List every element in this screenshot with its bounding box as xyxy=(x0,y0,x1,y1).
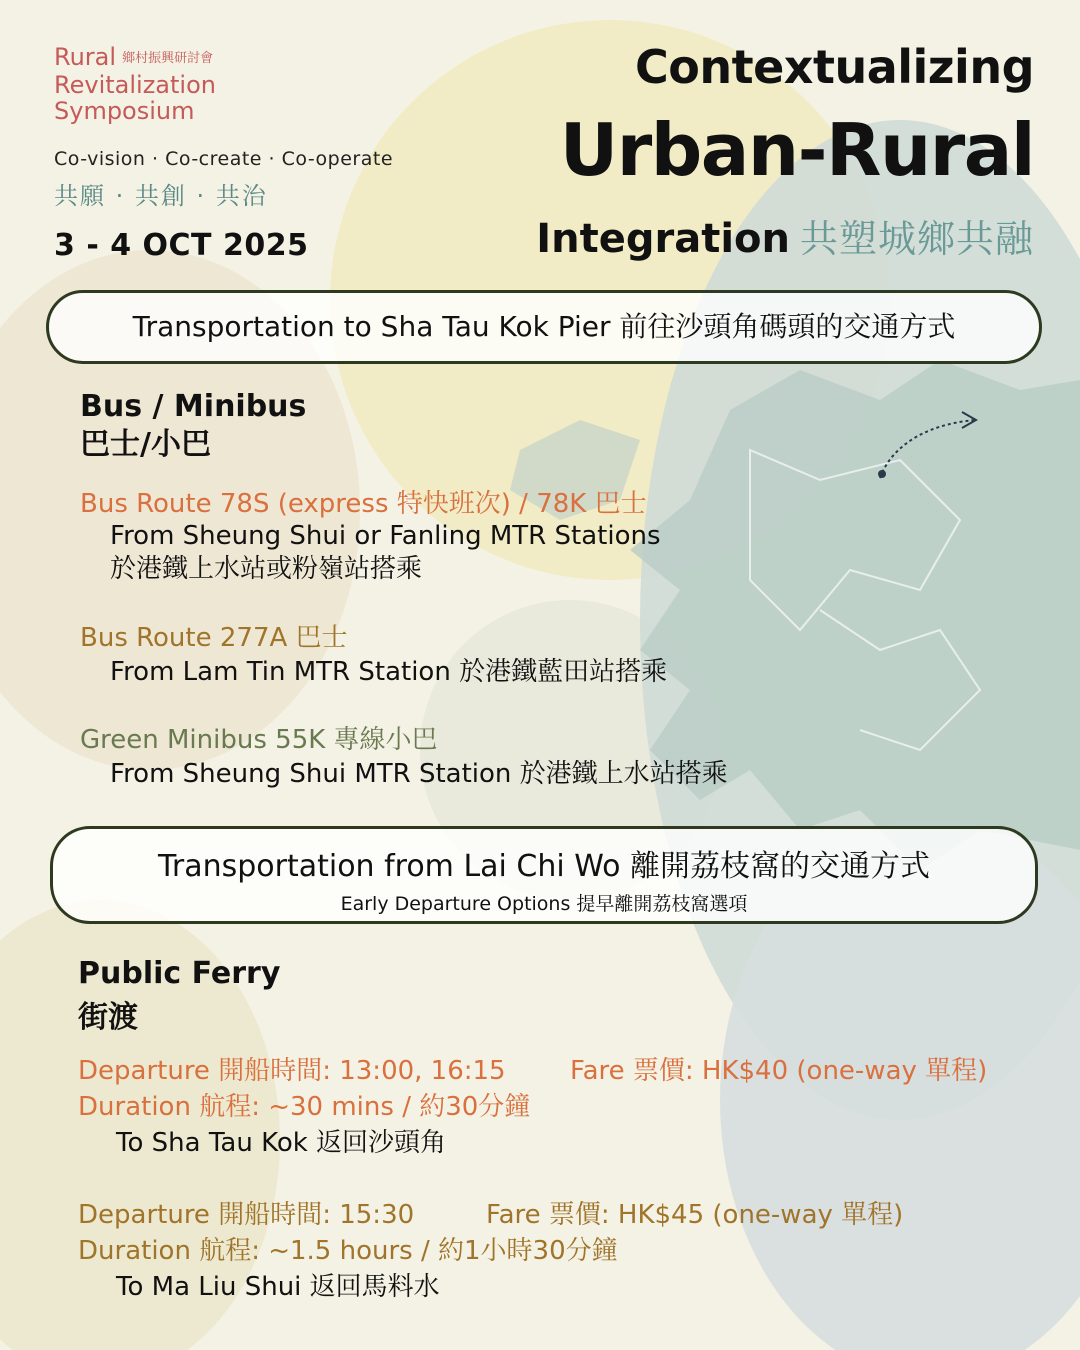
ferry-fare: Fare 票價: HK$40 (one-way 單程) xyxy=(570,1056,988,1086)
title-line3 xyxy=(536,208,1034,263)
route-title: Bus Route 277A 巴士 xyxy=(80,623,348,653)
map-illustration xyxy=(500,330,1080,890)
ferry-duration: Duration 航程: ~30 mins / 約30分鐘 xyxy=(78,1092,531,1122)
ferry-duration: Duration 航程: ~1.5 hours / 約1小時30分鐘 xyxy=(78,1236,618,1266)
bus-section-en: Bus / Minibus xyxy=(80,389,307,424)
ferry-destination: To Sha Tau Kok 返回沙頭角 xyxy=(116,1128,447,1158)
title-line1: Contextualizing xyxy=(635,40,1034,94)
ferry-departure: Departure 開船時間: 15:30 xyxy=(78,1200,415,1230)
route-from-cn: 於港鐵上水站或粉嶺站搭乘 xyxy=(110,554,423,584)
route-from: From Sheung Shui MTR Station 於港鐵上水站搭乘 xyxy=(110,759,728,789)
ferry-section-en: Public Ferry xyxy=(78,956,281,991)
event-date: 3 - 4 OCT 2025 xyxy=(54,228,309,263)
brand-line2: Revitalization xyxy=(54,71,216,99)
from-laichiwo-heading xyxy=(50,826,1038,924)
route-from: From Lam Tin MTR Station 於港鐵藍田站搭乘 xyxy=(110,657,668,687)
bus-section-title xyxy=(80,388,306,464)
brand-line1: Rural xyxy=(54,43,117,71)
title-line3-cn: 共塑城鄉共融 xyxy=(799,217,1034,261)
to-pier-heading: Transportation to Sha Tau Kok Pier 前往沙頭角碼頭的交通方式 xyxy=(46,290,1042,364)
brand-line1-cn: 鄉村振興研討會 xyxy=(122,51,214,66)
from-laichiwo-subtitle: Early Departure Options 提早離開荔枝窩選項 xyxy=(340,893,748,915)
route-title: Green Minibus 55K 專線小巴 xyxy=(80,725,438,755)
motto-cn: 共願 · 共創 · 共治 xyxy=(54,182,268,210)
bus-section-cn: 巴士/小巴 xyxy=(80,427,211,462)
title-line2: Urban-Rural xyxy=(559,108,1034,192)
ferry-section-title xyxy=(78,955,280,1037)
ferry-fare: Fare 票價: HK$45 (one-way 單程) xyxy=(486,1200,904,1230)
from-laichiwo-title: Transportation from Lai Chi Wo 離開荔枝窩的交通方式 xyxy=(157,849,931,884)
route-title: Bus Route 78S (express 特快班次) / 78K 巴士 xyxy=(80,489,647,519)
ferry-section-cn: 街渡 xyxy=(78,1000,138,1035)
ferry-destination: To Ma Liu Shui 返回馬料水 xyxy=(116,1272,440,1302)
brand-line3: Symposium xyxy=(54,97,195,125)
ferry-departure: Departure 開船時間: 13:00, 16:15 xyxy=(78,1056,506,1086)
title-line3-en: Integration xyxy=(536,216,790,262)
brand-logo xyxy=(54,44,216,124)
route-from-en: From Sheung Shui or Fanling MTR Stations xyxy=(110,521,661,551)
motto-en: Co-vision · Co-create · Co-operate xyxy=(54,148,394,170)
